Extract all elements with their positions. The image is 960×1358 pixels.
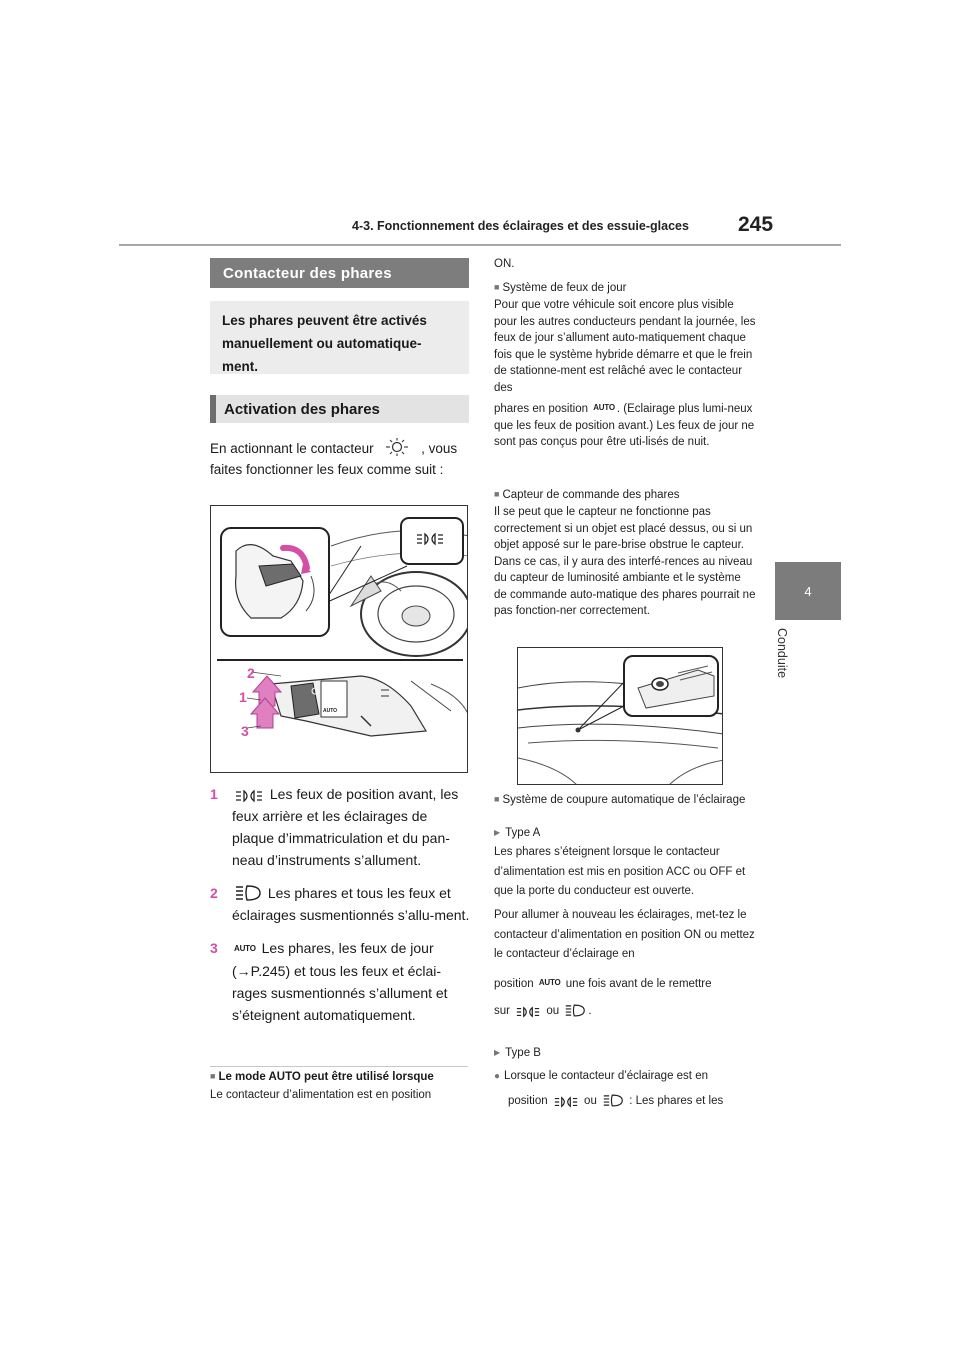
section-title: 4-3. Fonctionnement des éclairages et des essuie-glaces	[352, 219, 689, 233]
type-b-label: ▶ Type B	[494, 1045, 756, 1062]
continuation-text: ON.	[494, 258, 515, 270]
lever-auto-mark: AUTO	[323, 708, 338, 714]
step-item: 1 Les feux de position avant, les feux arrière et les éclairages de plaque d’immatriculation et du pan-neau d’instruments s’allument.	[210, 786, 459, 868]
headlights-icon	[565, 1003, 585, 1018]
note-divider	[210, 1066, 468, 1067]
figure-label-3: 3	[241, 723, 249, 739]
parking-lights-icon	[235, 789, 263, 803]
steps-list	[210, 783, 472, 1037]
auto-cutoff-heading: ■ Système de coupure automatique de l’éclairage	[494, 791, 756, 809]
parking-lights-icon	[554, 1096, 578, 1108]
step-item: 3 AUTO Les phares, les feux de jour (→P.245) et tous les feux et éclai-rages susmentionnés s’allument et s’éteignent automatiquement.	[210, 940, 448, 1023]
intro-box: Les phares peuvent être activés manuellement ou automatique-ment.	[210, 301, 469, 374]
type-a-instructions: Pour allumer à nouveau les éclairages, met-tez le contacteur d’alimentation en position ON ou mettez le contacteur d’éclairage en position AUTO une fois avant de le remettre sur ou .	[494, 909, 755, 1017]
figure-label-1: 1	[239, 689, 247, 705]
drl-paragraph: Pour que votre véhicule soit encore plus visible pour les autres conducteurs pendant la journée, les feux de jour s’allument auto-matiquement chaque fois que le système hybride démarre et que le frein de stationne-ment est relâché avec le contacteur des phares en position AUTO . (Eclairage plus lumi-neux que les feux de position avant.) Les feux de jour ne sont pas conçus pour être uti-lisés de nuit.	[494, 299, 756, 448]
type-a-paragraph: Les phares s’éteignent lorsque le contacteur d’alimentation est mis en position ACC ou OFF et que la porte du conducteur est ouverte.	[494, 846, 746, 897]
sensor-illustration	[517, 647, 723, 785]
page-number: 245	[738, 213, 774, 236]
auto-icon: AUTO	[593, 403, 615, 412]
type-b-paragraph: ● Lorsque le contacteur d’éclairage est en	[494, 1068, 756, 1086]
figure-label-2: 2	[247, 665, 255, 681]
type-a-label: ▶ Type A	[494, 825, 756, 842]
lever-illustration	[210, 505, 468, 773]
step-item: 2 Les phares et tous les feux et éclairages susmentionnés s’allu-ment.	[210, 885, 470, 923]
auto-icon: AUTO	[234, 944, 256, 953]
chapter-tab[interactable]: 4	[775, 562, 841, 620]
sensor-paragraph: Il se peut que le capteur ne fonctionne pas correctement si un objet est placé dessus, ou si un objet apposé sur le pare-brise obstrue le capteur. Dans ce cas, il y aura des interfé-rences au niveau du capteur de luminosité ambiante et le système de commande auto-matique des phares pourrait ne pas fonction-ner correctement.	[494, 506, 756, 617]
parking-lights-icon	[516, 1006, 540, 1018]
headlights-icon	[603, 1093, 623, 1108]
note-heading: ■ Le mode AUTO peut être utilisé lorsque	[210, 1071, 472, 1083]
chapter-label: Conduite	[775, 628, 789, 679]
note-text: Le contacteur d’alimentation est en position	[210, 1089, 432, 1101]
type-b-continuation: position ou : Les phares et les	[508, 1095, 724, 1107]
header-divider	[119, 244, 841, 246]
sensor-drawing	[518, 648, 723, 785]
light-switch-icon	[380, 437, 414, 457]
headlights-icon	[235, 884, 261, 902]
lead-paragraph: En actionnant le contacteur , vous faites fonctionner les feux comme suit :	[210, 437, 472, 480]
sensor-heading: ■ Capteur de commande des phares	[494, 486, 756, 504]
auto-icon: AUTO	[538, 977, 561, 987]
section-heading: Contacteur des phares	[210, 258, 469, 288]
subsection-heading: Activation des phares	[210, 395, 469, 423]
drl-heading: ■ Système de feux de jour	[494, 279, 756, 297]
lever-drawing	[211, 506, 468, 773]
